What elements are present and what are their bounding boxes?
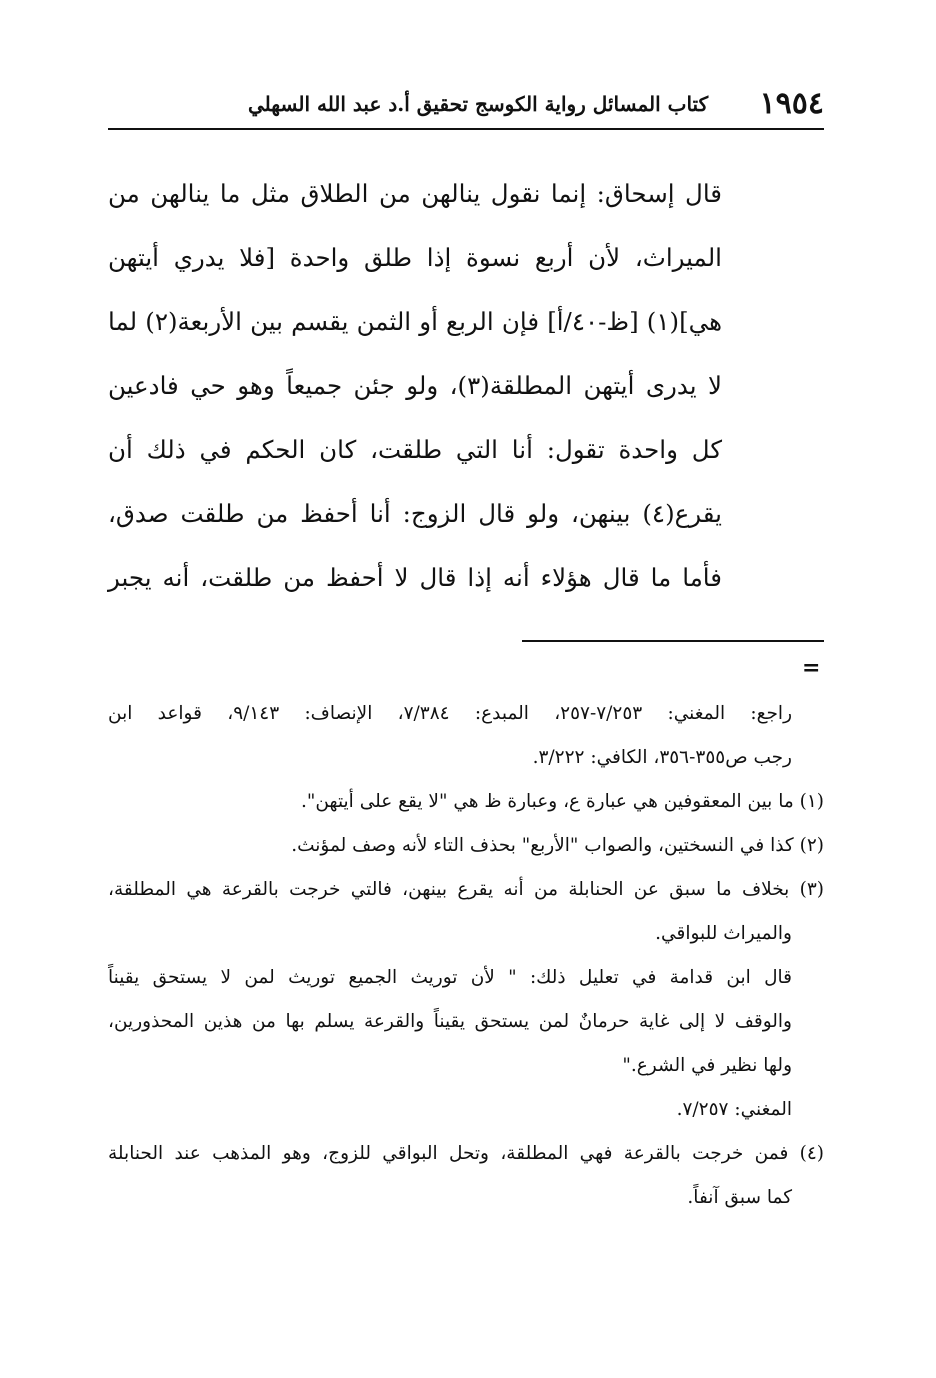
main-text-line: هي](١) [ظ-٤٠/أ] فإن الربع أو الثمن يقسم بين الأربعة(٢) لما — [108, 307, 722, 336]
main-text-line: لا يدرى أيتهن المطلقة(٣)، ولو جئن جميعاً وهو حي فادعين — [108, 371, 723, 400]
main-text-line: فأما ما قال هؤلاء أنه إذا قال لا أحفظ من طلقت، أنه يجبر — [108, 563, 722, 592]
footnote-1: (١) ما بين المعقوفين هي عبارة ع، وعبارة ظ هي "لا يقع على أيتهن". — [300, 791, 824, 812]
footnote-quote-source: المغني: ٧/٢٥٧. — [676, 1099, 792, 1120]
running-title: كتاب المسائل رواية الكوسج تحقيق أ.د عبد الله السهلي — [248, 92, 709, 116]
footnote-quote-line: ولها نظير في الشرع." — [622, 1055, 792, 1076]
page-number: ١٩٥٤ — [759, 86, 824, 121]
main-text-line: كل واحدة تقول: أنا التي طلقت، كان الحكم في ذلك أن — [108, 435, 722, 464]
footnote-carryover-line: راجع: المغني: ٧/٢٥٣-٢٥٧، المبدع: ٧/٣٨٤، الإنصاف: ٩/١٤٣، قواعد ابن — [108, 703, 792, 724]
footnote-2: (٢) كذا في النسختين، والصواب "الأربع" بحذف التاء لأنه وصف لمؤنث. — [291, 835, 824, 856]
footnote-4-line: كما سبق آنفاً. — [687, 1187, 792, 1208]
footnote-quote-line: قال ابن قدامة في تعليل ذلك: " لأن توريث الجميع توريث لمن لا يستحق يقيناً — [108, 967, 792, 988]
page-header — [108, 84, 824, 130]
footnotes — [108, 692, 824, 1220]
footnote-3-line: (٣) بخلاف ما سبق عن الحنابلة من أنه يقرع بينهن، فالتي خرجت بالقرعة هي المطلقة، — [108, 879, 825, 900]
footnote-4-line: (٤) فمن خرجت بالقرعة فهي المطلقة، وتحل البواقي للزوج، وهو المذهب عند الحنابلة — [108, 1143, 824, 1164]
footnote-3-line: والميراث للبواقي. — [655, 923, 792, 944]
footnote-continuation-mark: = — [802, 655, 821, 681]
footnote-quote-line: والوقف لا إلى غاية حرمانٌ لمن يستحق يقيناً والقرعة يسلم بها من هذين المحذورين، — [108, 1011, 792, 1032]
main-text — [108, 162, 722, 610]
footnote-carryover-line: رجب ص٣٥٥-٣٥٦، الكافي: ٣/٢٢٢. — [532, 747, 792, 768]
main-text-line: يقرع(٤) بينهن، ولو قال الزوج: أنا أحفظ من طلقت صدق، — [108, 499, 722, 528]
main-text-line: قال إسحاق: إنما نقول ينالهن من الطلاق مثل ما ينالهن من — [108, 179, 722, 208]
footnote-separator — [522, 640, 824, 642]
main-text-line: الميراث، لأن أربع نسوة إذا طلق واحدة [فلا يدري أيتهن — [108, 243, 722, 272]
